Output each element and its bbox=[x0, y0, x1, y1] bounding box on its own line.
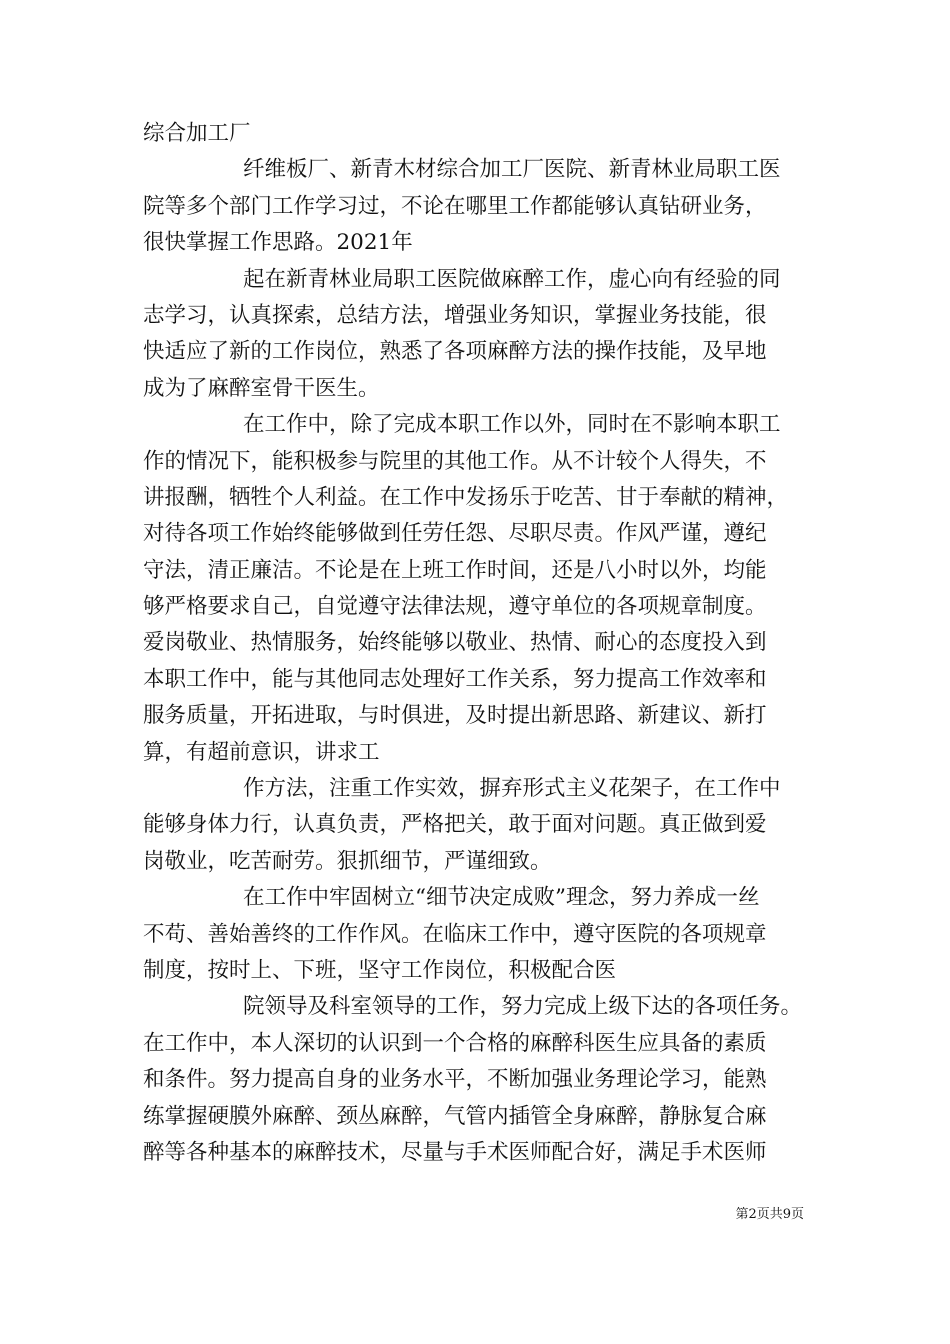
text-line: 作的情况下，能积极参与院里的其他工作。从不计较个人得失，不 bbox=[143, 448, 767, 474]
text-line: 成为了麻醉室骨干医生。 bbox=[143, 375, 380, 401]
paragraph bbox=[143, 880, 827, 989]
paragraph bbox=[143, 407, 827, 771]
text-line: 很快掌握工作思路。2021年 bbox=[143, 230, 413, 256]
text-line: 不苟、善始善终的工作作风。在临床工作中，遵守医院的各项规章 bbox=[143, 921, 767, 947]
text-line: 志学习，认真探索，总结方法，增强业务知识，掌握业务技能，很 bbox=[143, 302, 767, 328]
text-line: 练掌握硬膜外麻醉、颈丛麻醉，气管内插管全身麻醉，静脉复合麻 bbox=[143, 1103, 767, 1129]
body-text bbox=[143, 116, 827, 1171]
text-line: 在工作中，除了完成本职工作以外，同时在不影响本职工 bbox=[243, 412, 781, 438]
text-line: 制度，按时上、下班，坚守工作岗位，积极配合医 bbox=[143, 957, 617, 983]
text-line: 起在新青林业局职工医院做麻醉工作，虚心向有经验的同 bbox=[243, 266, 781, 292]
text-line: 爱岗敬业、热情服务，始终能够以敬业、热情、耐心的态度投入到 bbox=[143, 630, 767, 656]
text-line: 综合加工厂 bbox=[143, 121, 251, 146]
text-line: 院等多个部门工作学习过，不论在哪里工作都能够认真钻研业务， bbox=[143, 193, 767, 219]
text-line: 算，有超前意识，讲求工 bbox=[143, 739, 380, 765]
paragraph bbox=[143, 989, 827, 1171]
text-line: 和条件。努力提高自身的业务水平，不断加强业务理论学习，能熟 bbox=[143, 1067, 767, 1093]
text-line: 能够身体力行，认真负责，严格把关，敢于面对问题。真正做到爱 bbox=[143, 812, 767, 838]
paragraph bbox=[143, 262, 827, 408]
text-line: 岗敬业，吃苦耐劳。狠抓细节，严谨细致。 bbox=[143, 848, 552, 874]
text-line: 守法，清正廉洁。不论是在上班工作时间，还是八小时以外，均能 bbox=[143, 557, 767, 583]
paragraph bbox=[143, 771, 827, 880]
text-line: 够严格要求自己，自觉遵守法律法规，遵守单位的各项规章制度。 bbox=[143, 594, 767, 620]
text-line: 醉等各种基本的麻醉技术，尽量与手术医师配合好，满足手术医师 bbox=[143, 1139, 767, 1165]
text-line: 本职工作中，能与其他同志处理好工作关系，努力提高工作效率和 bbox=[143, 666, 767, 692]
paragraph bbox=[143, 152, 827, 261]
text-line: 在工作中，本人深切的认识到一个合格的麻醉科医生应具备的素质 bbox=[143, 1030, 767, 1056]
paragraph bbox=[143, 116, 827, 152]
text-line: 对待各项工作始终能够做到任劳任怨、尽职尽责。作风严谨，遵纪 bbox=[143, 521, 767, 547]
text-line: 院领导及科室领导的工作，努力完成上级下达的各项任务。 bbox=[243, 994, 803, 1020]
text-line: 在工作中牢固树立“细节决定成败”理念，努力养成一丝 bbox=[243, 885, 760, 911]
page-number: 第2页共9页 bbox=[735, 1207, 804, 1222]
text-line: 讲报酬，牺牲个人利益。在工作中发扬乐于吃苦、甘于奉献的精神， bbox=[143, 484, 789, 510]
text-line: 快适应了新的工作岗位，熟悉了各项麻醉方法的操作技能，及早地 bbox=[143, 339, 767, 365]
text-line: 作方法，注重工作实效，摒弃形式主义花架子，在工作中 bbox=[243, 776, 781, 802]
text-line: 服务质量，开拓进取，与时俱进，及时提出新思路、新建议、新打 bbox=[143, 703, 767, 729]
text-line: 纤维板厂、新青木材综合加工厂医院、新青林业局职工医 bbox=[243, 157, 781, 183]
